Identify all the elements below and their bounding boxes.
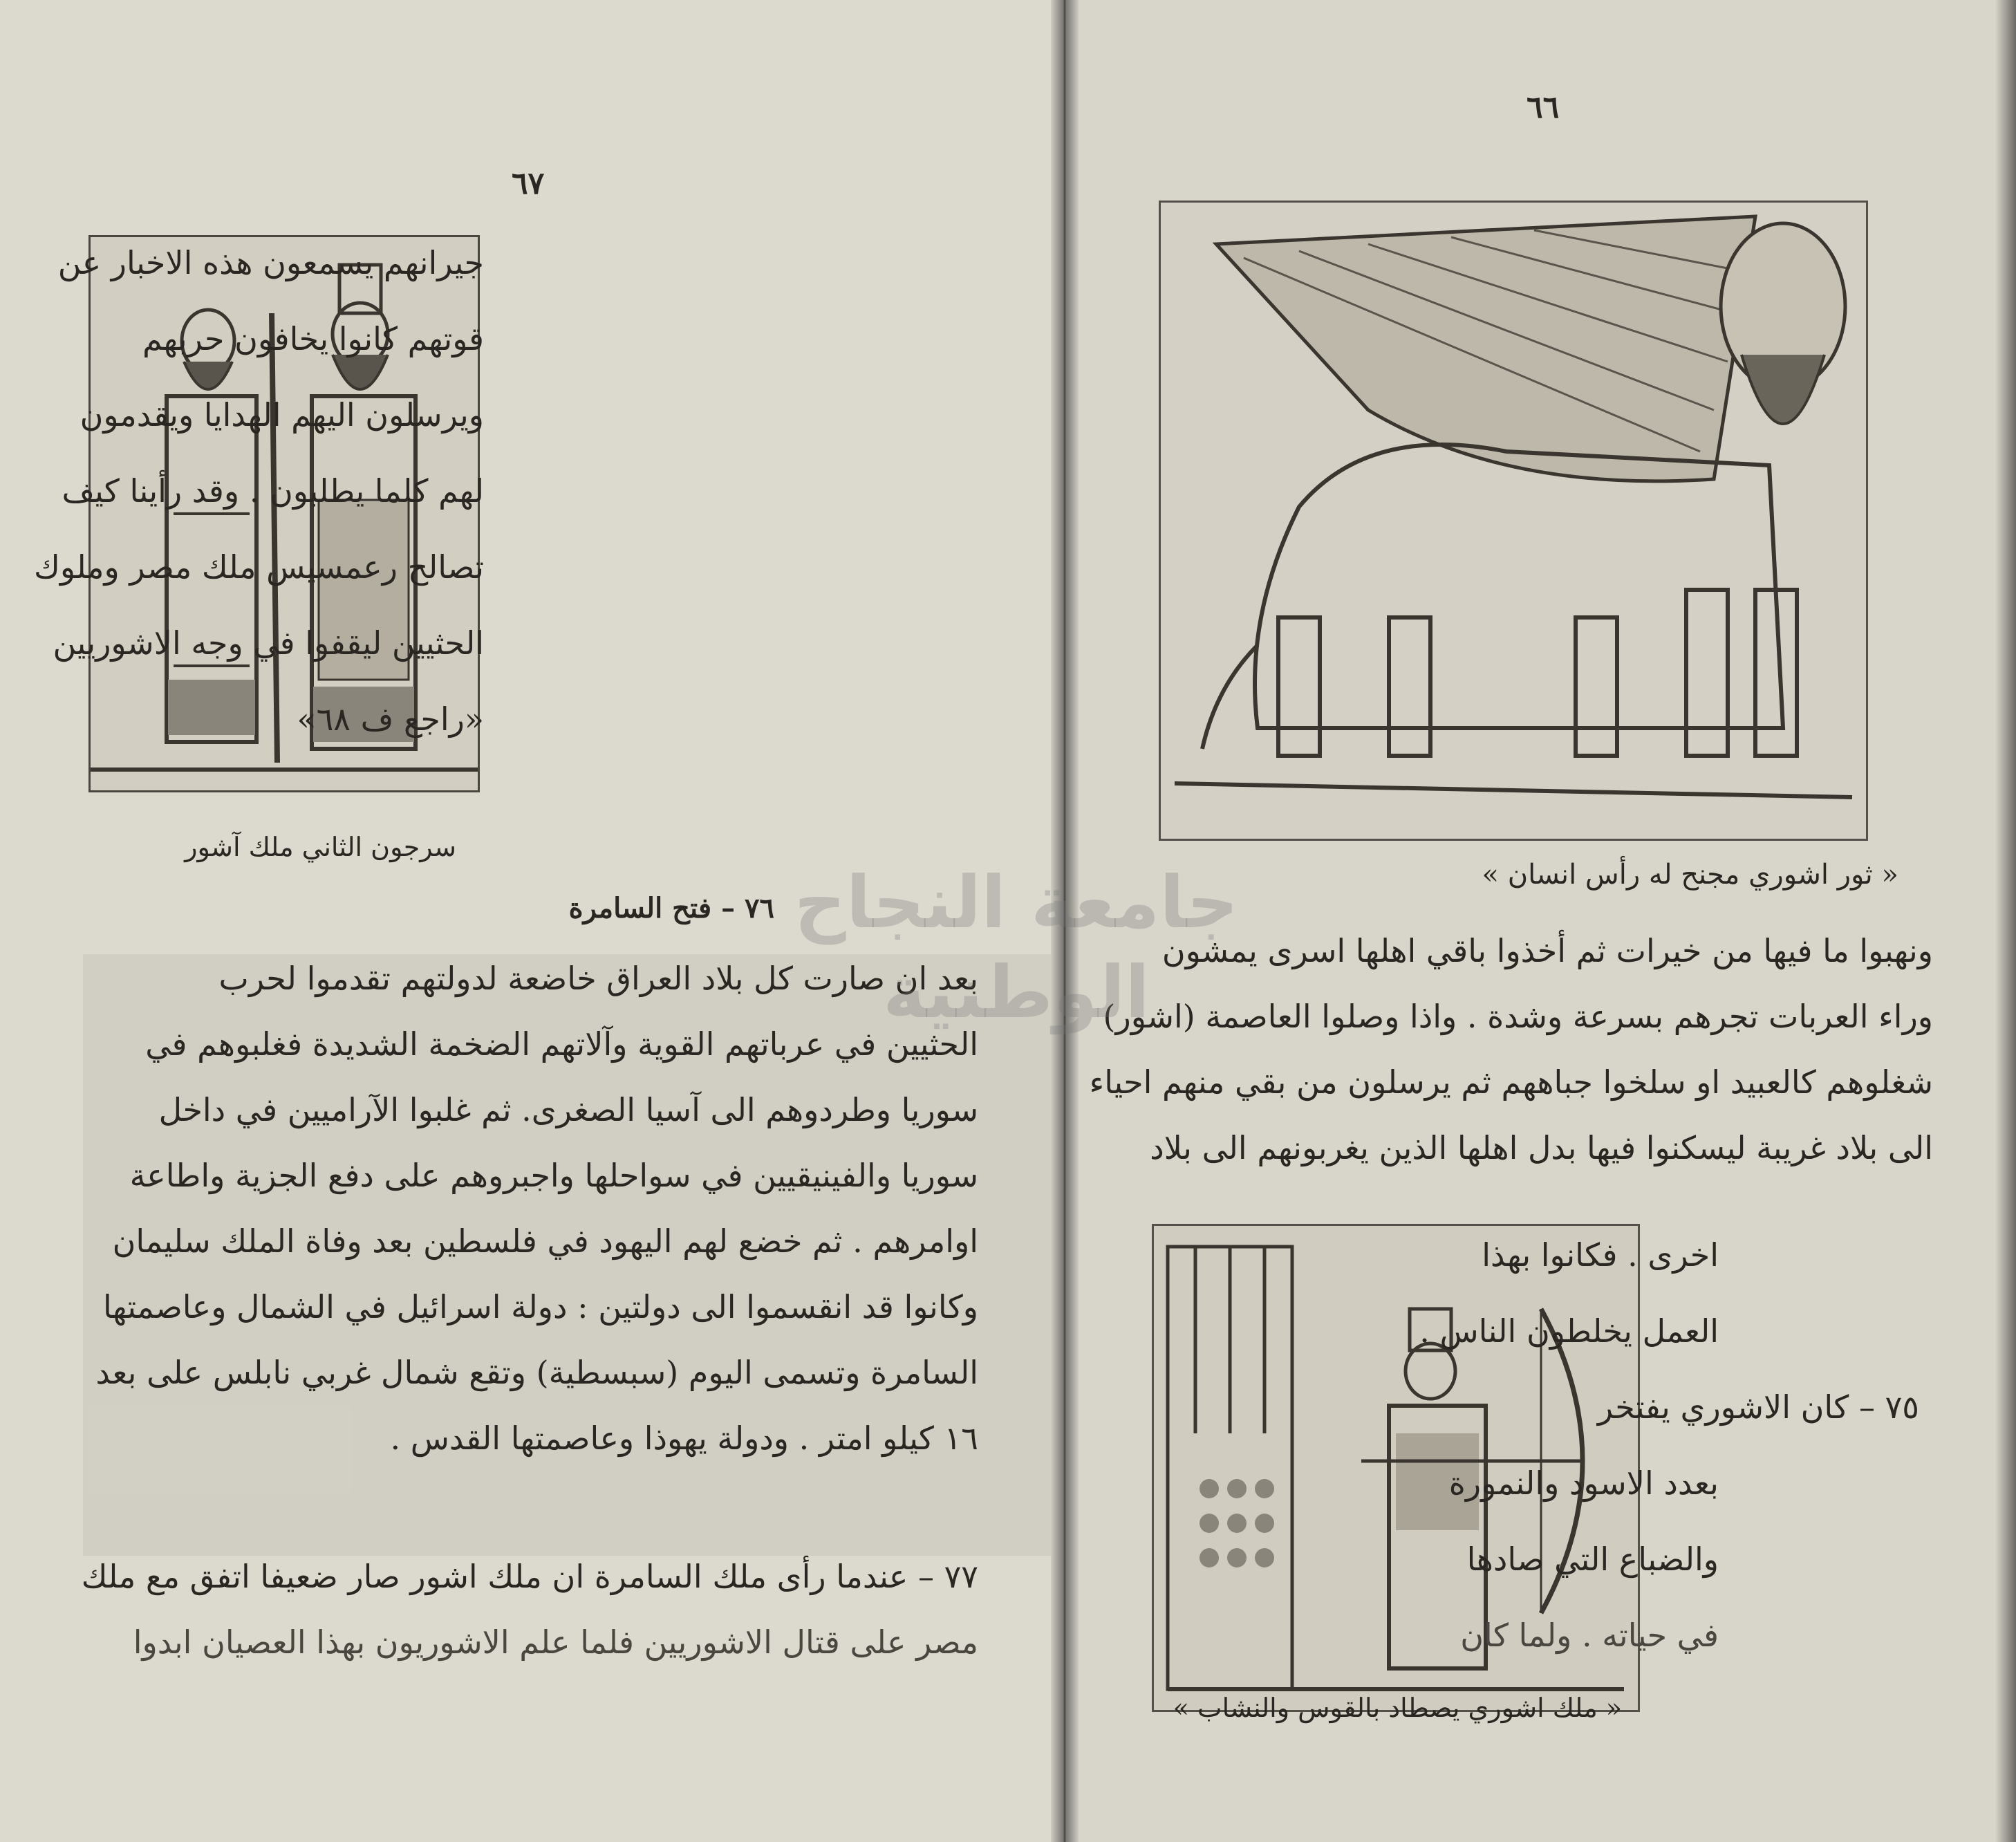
- left-side-line-2: قوتهم كانوا يخافون حربهم: [142, 320, 484, 357]
- left-body-line-6: وكانوا قد انقسموا الى دولتين : دولة اسرائيل في الشمال وعاصمتها: [103, 1288, 978, 1325]
- left-side-line-7: «راجع ف ٦٨»: [297, 700, 484, 738]
- right-side-line-3: ٧٥ – كان الاشوري يفتخر: [1597, 1388, 1919, 1426]
- page-edge: [1995, 0, 2016, 1842]
- left-body-line-2: الحثيين في عرباتهم القوية وآلاتهم الضخمة الشديدة فغلبوهم في: [145, 1025, 978, 1063]
- section-heading-76: ٧٦ – فتح السامرة: [568, 892, 774, 924]
- right-side-line-5: والضباع التي صادها: [1466, 1541, 1719, 1578]
- winged-bull-figure: [1159, 201, 1868, 841]
- left-body-line-8: ١٦ كيلو امتر . ودولة يهوذا وعاصمتها القدس .: [390, 1420, 978, 1457]
- right-body-line-4: الى بلاد غريبة ليسكنوا فيها بدل اهلها الذين يغربونهم الى بلاد: [1150, 1129, 1933, 1166]
- right-page-number: ٦٦: [1527, 90, 1560, 125]
- left-body-line-9: ٧٧ – عندما رأى ملك السامرة ان ملك اشور صار ضعيفا اتفق مع ملك: [81, 1558, 978, 1595]
- left-body-line-1: بعد ان صارت كل بلاد العراق خاضعة لدولتهم تقدموا لحرب: [218, 960, 978, 997]
- sargon-figure-caption: سرجون الثاني ملك آشور: [185, 832, 456, 862]
- winged-bull-caption: « ثور اشوري مجنح له رأس انسان »: [1482, 859, 1898, 891]
- right-side-line-4: بعدد الاسود والنمورة: [1448, 1464, 1719, 1502]
- left-page-number: ٦٧: [512, 166, 545, 201]
- right-body-line-1: ونهبوا ما فيها من خيرات ثم أخذوا باقي اهلها اسرى يمشون: [1161, 932, 1933, 969]
- left-body-line-5: اوامرهم . ثم خضع لهم اليهود في فلسطين بعد وفاة الملك سليمان: [112, 1222, 978, 1260]
- left-side-line-1: جيرانهم يسمعون هذه الاخبار عن: [57, 244, 484, 281]
- left-side-line-5: تصالح رعمسيس ملك مصر وملوك: [33, 548, 484, 586]
- left-body-line-7: السامرة وتسمى اليوم (سبسطية) وتقع شمال غربي نابلس على بعد: [95, 1354, 978, 1391]
- left-body-line-3: سوريا وطردوهم الى آسيا الصغرى. ثم غلبوا الآراميين في داخل: [158, 1091, 978, 1128]
- university-watermark: جامعة النجاح الوطنية: [794, 860, 1239, 1034]
- left-side-line-6: الحثيين ليقفوا في وجه الاشوريين: [53, 624, 484, 662]
- right-body-line-2: وراء العربات تجرهم بسرعة وشدة . واذا وصلوا العاصمة (اشور): [1103, 998, 1933, 1035]
- left-body-line-4: سوريا والفينيقيين في سواحلها واجبروهم على دفع الجزية واطاعة: [129, 1157, 978, 1194]
- right-side-line-2: العمل يخلطون الناس .: [1419, 1312, 1719, 1350]
- right-side-line-6: في حياته . ولما كان: [1460, 1617, 1719, 1654]
- left-side-line-4: لهم كلما يطلبون . وقد رأينا كيف: [62, 472, 484, 510]
- left-body-line-10: مصر على قتال الاشوريين فلما علم الاشوريون بهذا العصيان ابدوا: [133, 1624, 978, 1661]
- right-side-line-1: اخرى . فكانوا بهذا: [1482, 1236, 1719, 1274]
- king-hunting-caption: « ملك اشوري يصطاد بالقوس والنشاب »: [1173, 1693, 1622, 1723]
- right-body-line-3: شغلوهم كالعبيد او سلخوا جباههم ثم يرسلون من بقي منهم احياء: [1089, 1063, 1933, 1101]
- left-side-line-3: ويرسلون اليهم الهدايا ويقدمون: [80, 396, 484, 434]
- winged-bull-drawing: [1161, 203, 1866, 839]
